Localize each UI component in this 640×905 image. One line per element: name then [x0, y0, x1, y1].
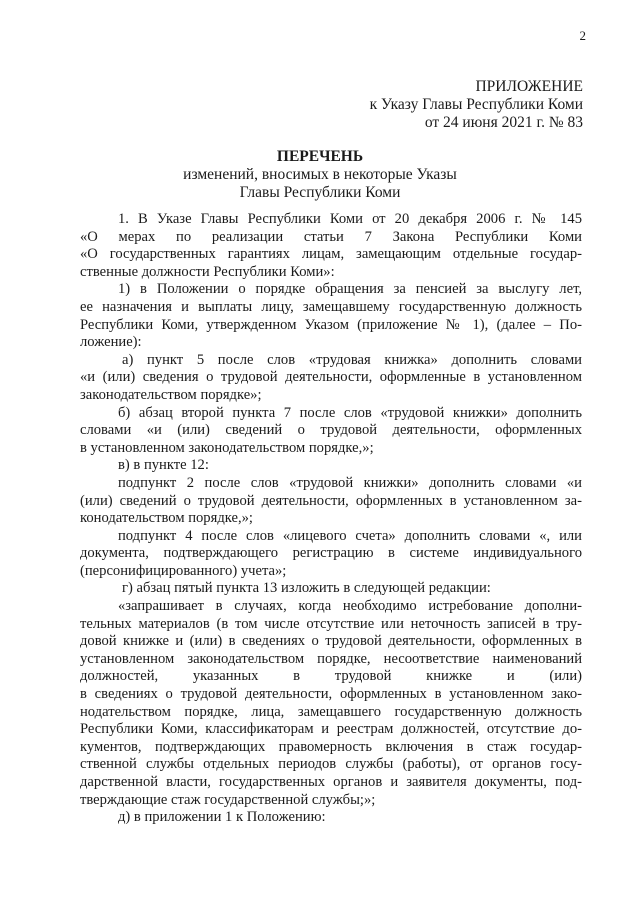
document-subtitle-line-2: Главы Республики Коми — [239, 184, 401, 201]
body-line: в установленном законодательством порядке,»; — [80, 439, 374, 456]
body-line: ложение): — [80, 334, 142, 351]
body-line: подпункт 4 после слов «лицевого счета» дополнить словами «, или — [118, 527, 582, 544]
body-line: нодательством порядке, лица, замещавшего государственную должность — [80, 703, 582, 720]
body-line: (или) сведений о трудовой деятельности, оформленных в установленном за- — [80, 492, 582, 509]
body-line: Республики Коми, классификаторам и реестрам должностей, отсутствие до- — [80, 721, 582, 738]
body-line: ственной службы отдельных периодов службы (работы), от органов госу- — [80, 756, 582, 773]
body-line: (персонифицированного) учета»; — [80, 562, 287, 579]
appendix-date: от 24 июня 2021 г. № 83 — [424, 114, 583, 131]
body-line: б) абзац второй пункта 7 после слов «трудовой книжки» дополнить — [118, 404, 582, 421]
appendix-title: ПРИЛОЖЕНИЕ — [475, 78, 583, 95]
body-line: ственные должности Республики Коми»: — [80, 263, 335, 280]
body-line: 1) в Положении о порядке обращения за пенсией за выслугу лет, — [118, 281, 582, 298]
document-subtitle-line-1: изменений, вносимых в некоторые Указы — [183, 166, 457, 183]
body-line: установленном законодательством порядке, несоответствие наименований — [80, 650, 582, 667]
document-heading — [0, 148, 640, 202]
body-line: г) абзац пятый пункта 13 изложить в следующей редакции: — [122, 580, 491, 597]
body-line: словами «и (или) сведений о трудовой деятельности, оформленных — [80, 422, 582, 439]
body-line: кументов, подтверждающих правомерность включения в стаж государ- — [80, 738, 582, 755]
body-line: «и (или) сведения о трудовой деятельности, оформленные в установленном — [80, 369, 582, 386]
body-line: довой книжке и (или) в сведениях о трудовой деятельности, оформленных в — [80, 633, 582, 650]
body-line: конодательством порядке,»; — [80, 510, 253, 527]
body-line: в) в пункте 12: — [118, 457, 209, 474]
body-line: а) пункт 5 после слов «трудовая книжка» дополнить словами — [122, 351, 582, 368]
page-number: 2 — [579, 28, 586, 43]
body-line: д) в приложении 1 к Положению: — [118, 809, 326, 826]
document-title: ПЕРЕЧЕНЬ — [276, 148, 364, 165]
body-line: «О государственных гарантиях лицам, замещающим отдельные государ- — [80, 246, 582, 263]
body-line: Республики Коми, утвержденном Указом (приложение № 1), (далее – По- — [80, 316, 582, 333]
body-line: «запрашивает в случаях, когда необходимо истребование дополни- — [118, 598, 582, 615]
body-line: законодательством порядке»; — [80, 386, 262, 403]
body-line: «О мерах по реализации статьи 7 Закона Республики Коми — [80, 228, 582, 245]
body-line: ее назначения и выплаты лицу, замещавшему государственную должность — [80, 298, 582, 315]
body-line: дарственной власти, государственных органов и заявителя документы, под- — [80, 774, 582, 790]
body-line: 1. В Указе Главы Республики Коми от 20 декабря 2006 г. № 145 — [118, 211, 582, 227]
body-line: тверждающие стаж государственной службы;»; — [80, 791, 376, 808]
body-line: в сведениях о трудовой деятельности, оформленных в установленном зако- — [80, 686, 582, 703]
body-line: подпункт 2 после слов «трудовой книжки» дополнить словами «и — [118, 474, 582, 491]
document-body — [80, 211, 582, 827]
appendix-reference: к Указу Главы Республики Коми — [369, 96, 583, 113]
body-line: должностей, указанных в трудовой книжке и (или) — [80, 668, 582, 685]
body-line: документа, подтверждающего регистрацию в системе индивидуального — [80, 545, 582, 562]
body-line: тельных материалов (в том числе отсутствие или неточность записей в тру- — [80, 615, 582, 632]
appendix-block — [370, 78, 583, 132]
